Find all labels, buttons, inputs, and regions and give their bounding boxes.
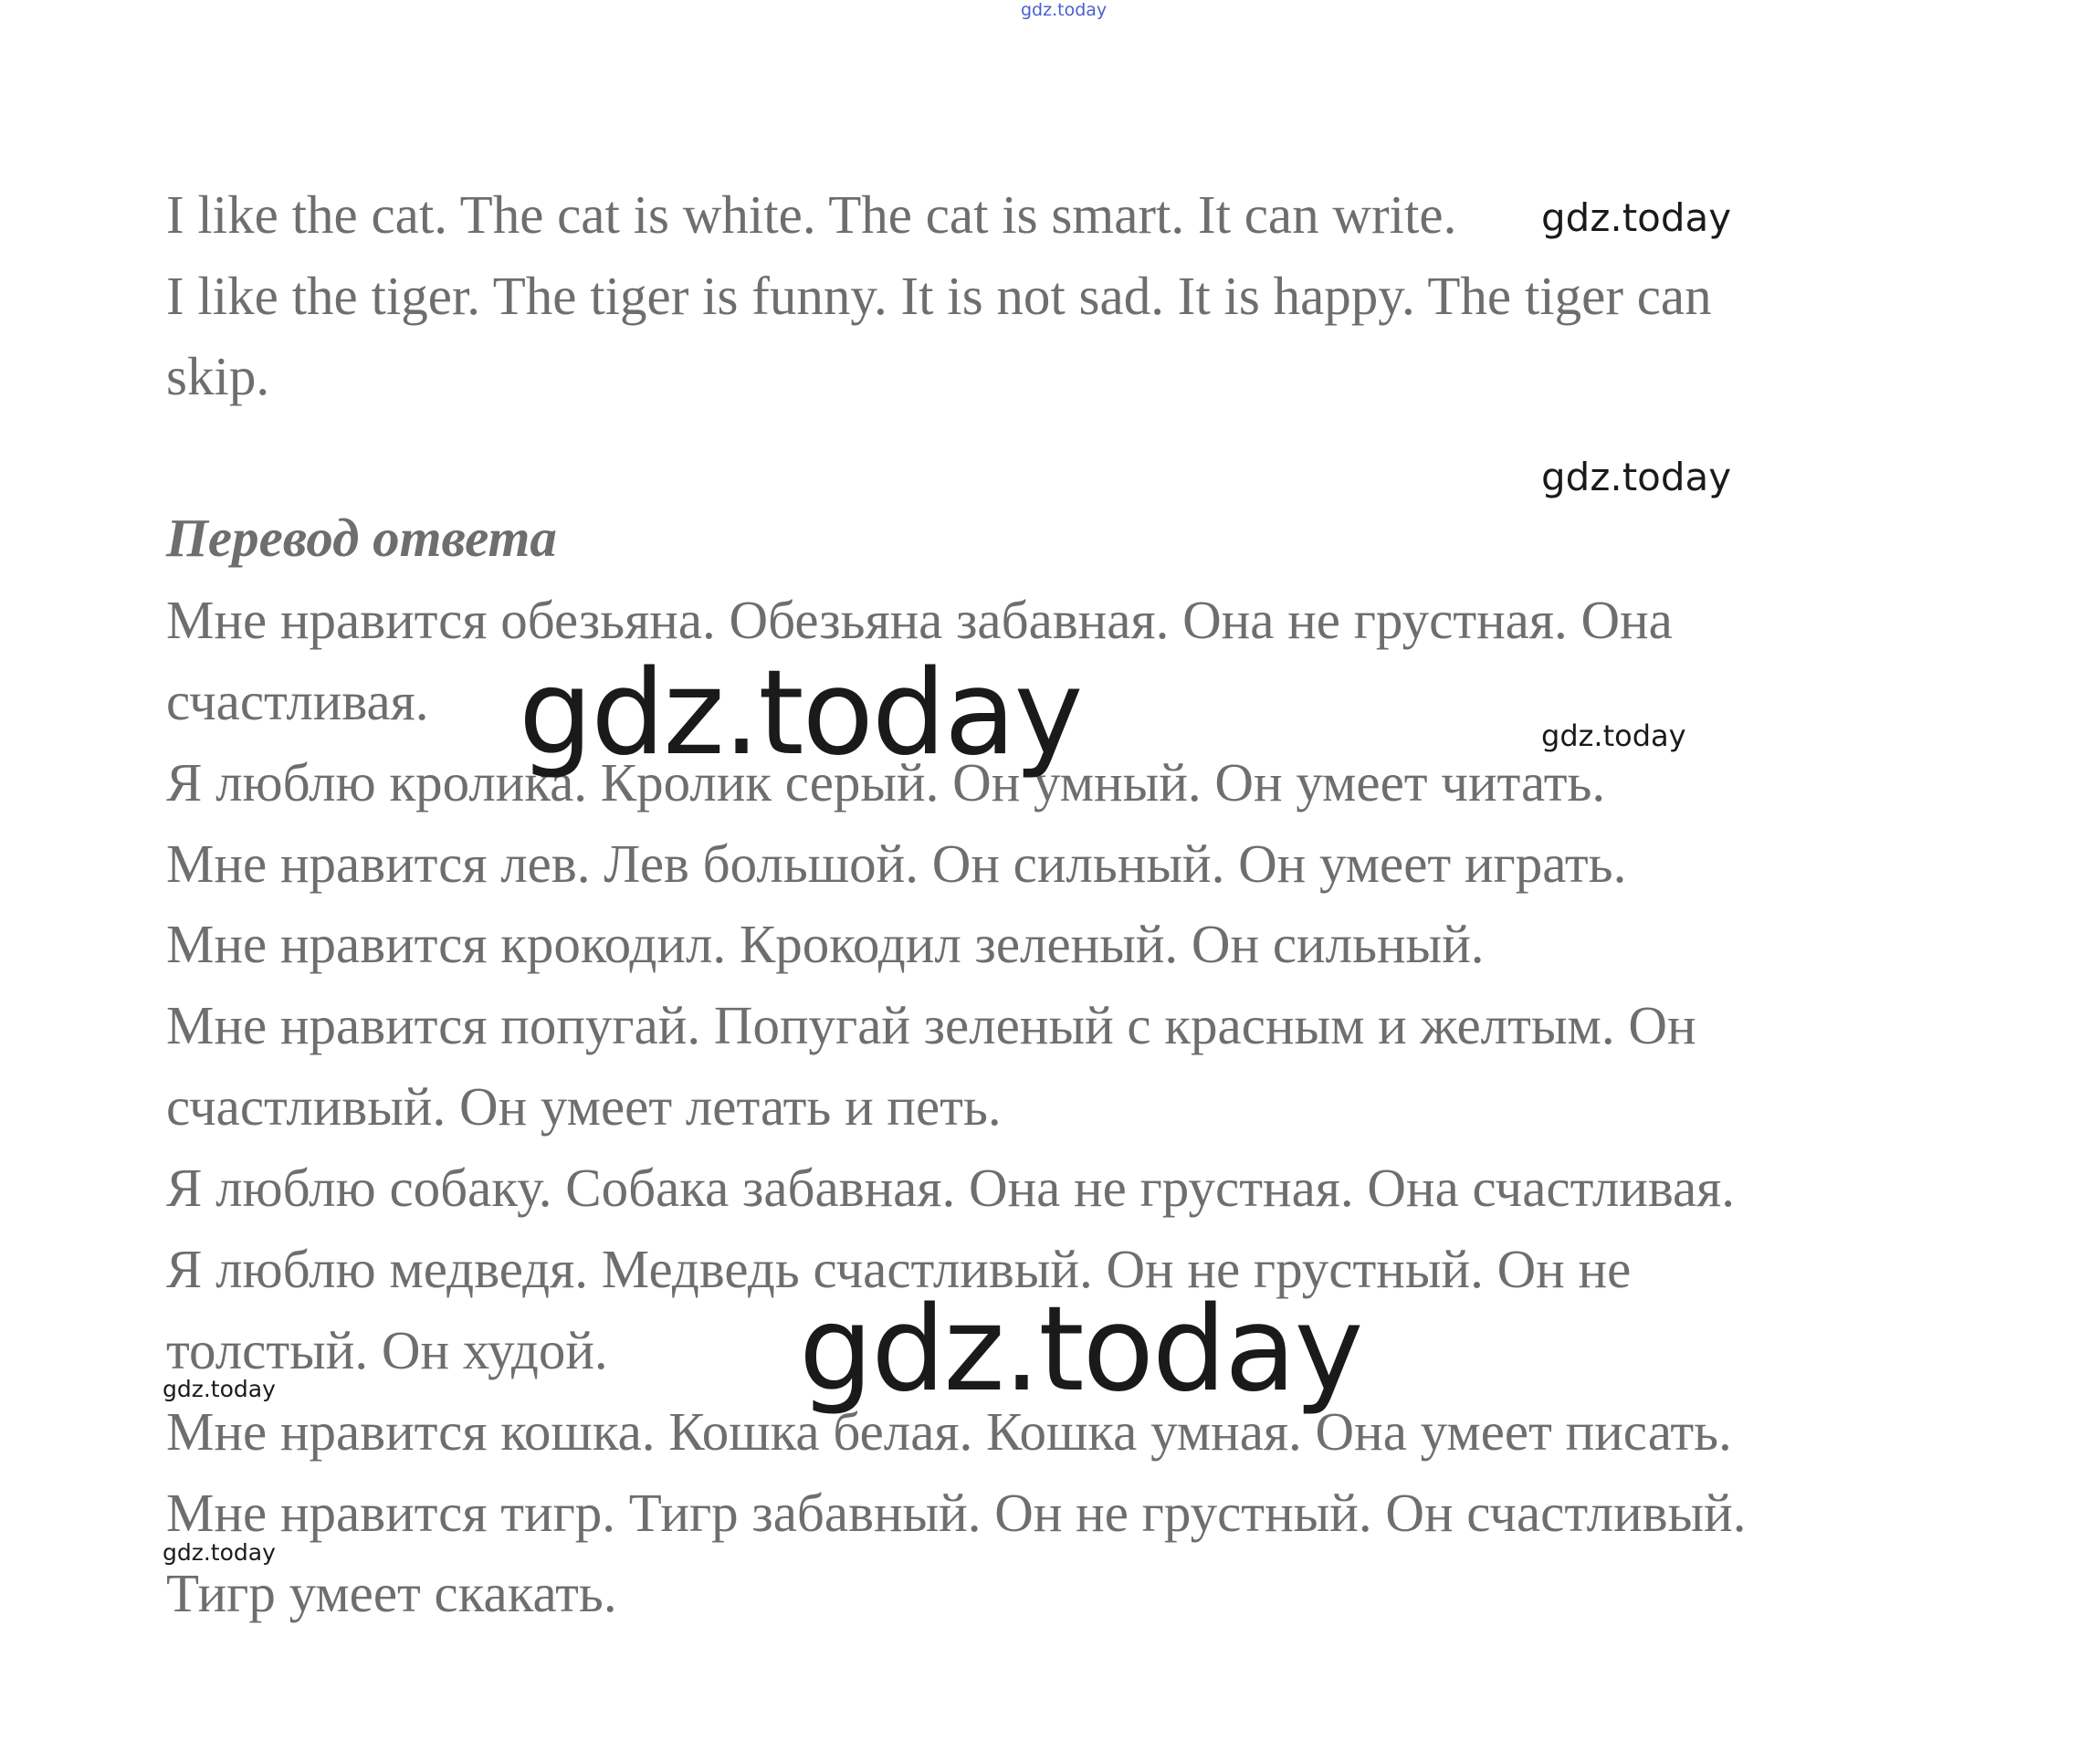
english-line-3: skip. (166, 346, 270, 406)
watermark-1: gdz.today (1541, 195, 1732, 240)
translation-line-8: Я люблю собаку. Собака забавная. Она не грустная. Она счастливая. (166, 1158, 1736, 1218)
translation-line-9: Я люблю медведя. Медведь счастливый. Он не грустный. Он не (166, 1239, 1632, 1299)
watermark-2: gdz.today (1541, 455, 1732, 499)
translation-line-7: счастливый. Он умеет летать и петь. (166, 1076, 1002, 1137)
translation-line-10: толстый. Он худой. (166, 1320, 608, 1380)
english-line-2: I like the tiger. The tiger is funny. It is not sad. It is happy. The tiger can (166, 266, 1712, 326)
watermark-3: gdz.today (1541, 718, 1686, 753)
watermark-4: gdz.today (163, 1376, 276, 1402)
translation-line-1: Мне нравится обезьяна. Обезьяна забавная. Она не грустная. Она (166, 590, 1673, 650)
translation-line-13: Тигр умеет скакать. (166, 1563, 617, 1623)
translation-line-3: Я люблю кролика. Кролик серый. Он умный. Он умеет читать. (166, 752, 1606, 813)
translation-line-2: счастливая. (166, 671, 429, 731)
english-line-1: I like the cat. The cat is white. The cat is smart. It can write. (166, 184, 1457, 245)
translation-line-4: Мне нравится лев. Лев большой. Он сильный. Он умеет играть. (166, 834, 1627, 894)
translation-line-5: Мне нравится крокодил. Крокодил зеленый. Он сильный. (166, 914, 1485, 974)
translation-line-11: Мне нравится кошка. Кошка белая. Кошка умная. Она умеет писать. (166, 1401, 1732, 1462)
watermark-5: gdz.today (163, 1539, 276, 1566)
watermark-large-2: gdz.today (799, 1282, 1362, 1418)
translation-heading: Перевод ответа (166, 508, 557, 568)
translation-line-6: Мне нравится попугай. Попугай зеленый с красным и желтым. Он (166, 995, 1696, 1055)
watermark-large-1: gdz.today (519, 645, 1082, 781)
translation-line-12: Мне нравится тигр. Тигр забавный. Он не грустный. Он счастливый. (166, 1483, 1747, 1543)
watermark-top: gdz.today (1021, 0, 1108, 20)
